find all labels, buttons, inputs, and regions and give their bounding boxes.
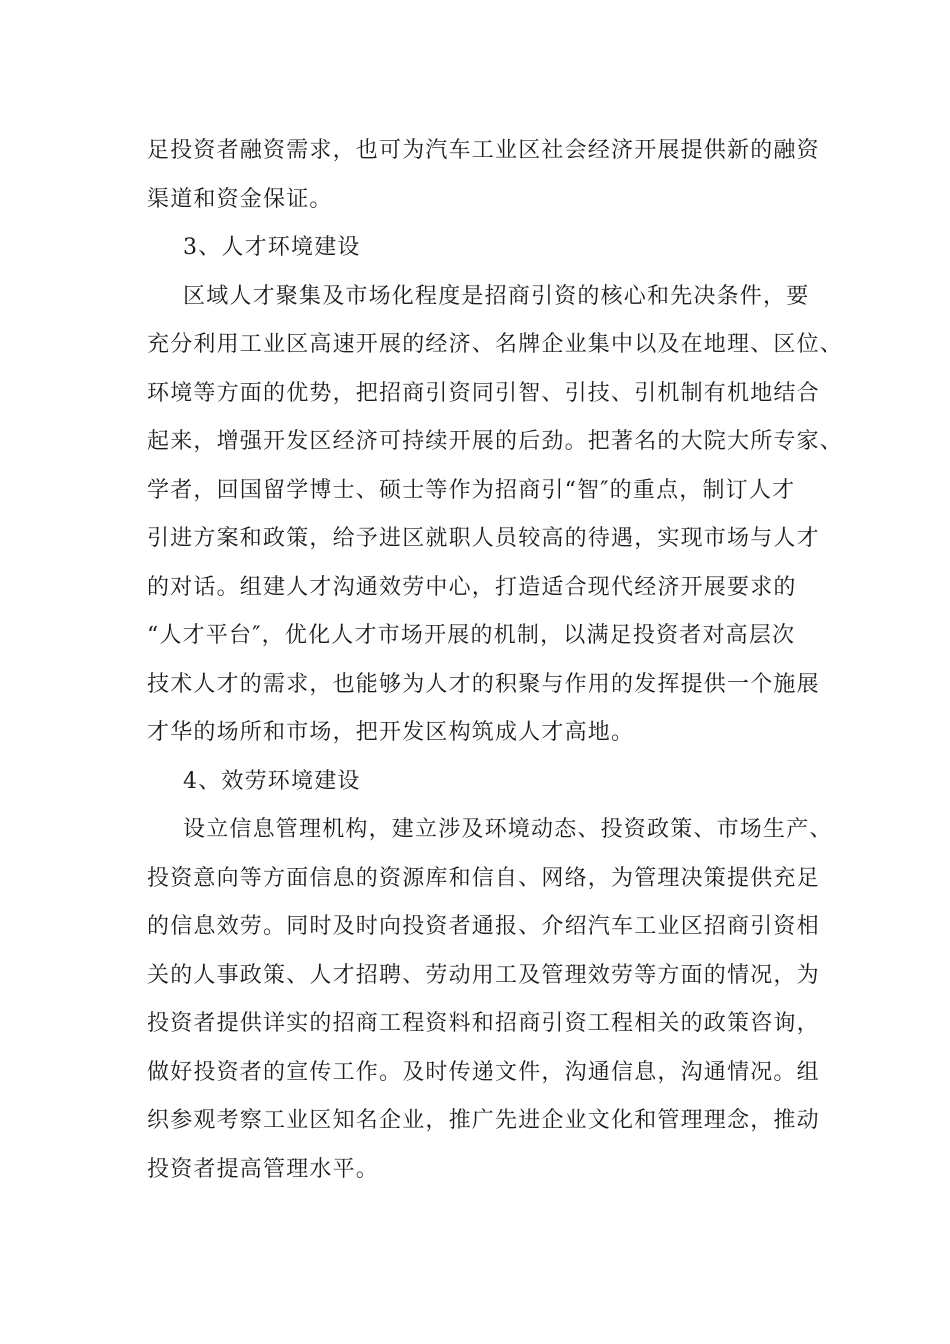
paragraph-line-indented: 3、人才环境建设: [183, 235, 361, 260]
paragraph-line: 投资意向等方面信息的资源库和信自、网络，为管理决策提供充足: [147, 865, 820, 891]
paragraph-line-indented: 区域人才聚集及市场化程度是招商引资的核心和先决条件，要: [183, 283, 810, 309]
paragraph-line: 才华的场所和市场，把开发区构筑成人才高地。: [147, 720, 635, 745]
paragraph-line: 做好投资者的宣传工作。及时传递文件，沟通信息，沟通情况。组: [147, 1059, 820, 1085]
paragraph-line: 技术人才的需求，也能够为人才的积聚与作用的发挥提供一个施展: [147, 671, 820, 697]
paragraph-line-indented: 4、效劳环境建设: [183, 768, 361, 794]
paragraph-line: 投资者提供详实的招商工程资料和招商引资工程相关的政策咨询，: [147, 1011, 820, 1036]
paragraph-line: 关的人事政策、人才招聘、劳动用工及管理效劳等方面的情况，为: [147, 962, 820, 988]
paragraph-line: 充分利用工业区高速开展的经济、名牌企业集中以及在地理、区位、: [147, 332, 844, 357]
paragraph-line: 投资者提高管理水平。: [147, 1156, 380, 1182]
paragraph-line: 学者，回国留学博士、硕士等作为招商引“智″的重点，制订人才: [147, 477, 796, 503]
paragraph-line-indented: 设立信息管理机构，建立涉及环境动态、投资政策、市场生产、: [183, 817, 833, 842]
paragraph-line: 的对话。组建人才沟通效劳中心，打造适合现代经济开展要求的: [147, 574, 797, 600]
paragraph-line: 环境等方面的优势，把招商引资同引智、引技、引机制有机地结合: [147, 380, 820, 406]
paragraph-line: 起来，增强开发区经济可持续开展的后劲。把著名的大院大所专家、: [147, 429, 844, 454]
paragraph-line: 织参观考察工业区知名企业，推广先进企业文化和管理理念，推动: [147, 1108, 820, 1133]
document-body: [147, 127, 844, 1194]
paragraph-line: 渠道和资金保证。: [147, 186, 333, 212]
paragraph-line: 足投资者融资需求，也可为汽车工业区社会经济开展提供新的融资: [147, 138, 820, 163]
paragraph-line: 引进方案和政策，给予进区就职人员较高的待遇，实现市场与人才: [147, 526, 820, 551]
paragraph-line: “人才平台″，优化人才市场开展的机制，以满足投资者对高层次: [147, 623, 796, 648]
paragraph-line: 的信息效劳。同时及时向投资者通报、介绍汽车工业区招商引资相: [147, 914, 820, 939]
